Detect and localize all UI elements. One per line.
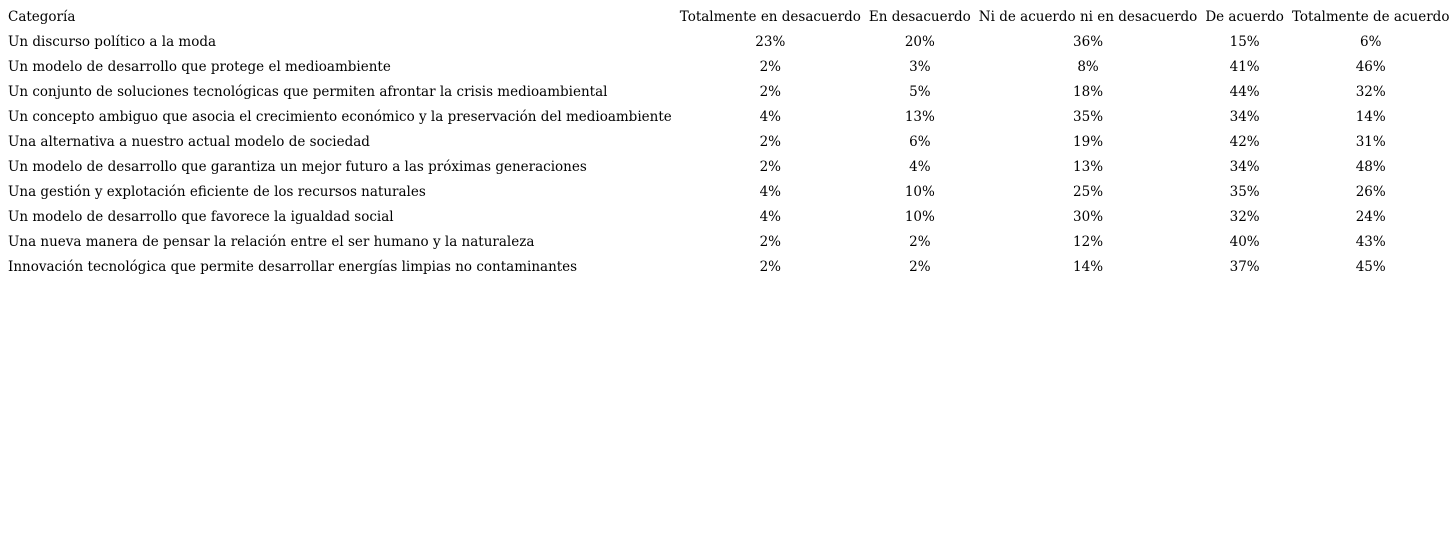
table-row: [4, 205, 1453, 230]
table-row: [4, 180, 1453, 205]
value-cell: 35%: [1073, 109, 1104, 125]
value-cell: 30%: [1073, 209, 1104, 225]
value-cell: 13%: [904, 109, 935, 125]
table-row: [4, 230, 1453, 255]
row-category-label: Un modelo de desarrollo que favorece la igualdad social: [8, 209, 394, 225]
row-category-label: Un modelo de desarrollo que garantiza un mejor futuro a las próximas generaciones: [8, 159, 587, 175]
value-cell: 10%: [904, 184, 935, 200]
header-en-desacuerdo: En desacuerdo: [868, 9, 971, 25]
value-cell: 2%: [759, 259, 782, 275]
header-totalmente-de-acuerdo: Totalmente de acuerdo: [1291, 9, 1450, 25]
value-cell: 14%: [1355, 109, 1386, 125]
row-category-label: Un discurso político a la moda: [8, 34, 217, 50]
value-cell: 14%: [1073, 259, 1104, 275]
value-cell: 25%: [1073, 184, 1104, 200]
table-row: [4, 80, 1453, 105]
value-cell: 20%: [904, 34, 935, 50]
header-ni-de-acuerdo-ni-en-desacuerdo: Ni de acuerdo ni en desacuerdo: [978, 9, 1198, 25]
value-cell: 36%: [1073, 34, 1104, 50]
value-cell: 3%: [909, 59, 931, 75]
value-cell: 2%: [759, 234, 782, 250]
table-row: [4, 255, 1453, 280]
value-cell: 8%: [1077, 59, 1099, 75]
value-cell: 46%: [1355, 59, 1386, 75]
value-cell: 26%: [1355, 184, 1386, 200]
table-row: [4, 30, 1453, 55]
table-body: [4, 30, 1453, 280]
survey-table: [4, 5, 1453, 280]
value-cell: 18%: [1073, 84, 1104, 100]
value-cell: 2%: [759, 134, 782, 150]
value-cell: 32%: [1355, 84, 1386, 100]
value-cell: 6%: [909, 134, 931, 150]
value-cell: 32%: [1229, 209, 1260, 225]
header-totalmente-en-desacuerdo: Totalmente en desacuerdo: [679, 9, 861, 25]
value-cell: 2%: [759, 84, 782, 100]
value-cell: 2%: [759, 159, 782, 175]
value-cell: 4%: [759, 209, 782, 225]
value-cell: 10%: [904, 209, 935, 225]
value-cell: 35%: [1229, 184, 1260, 200]
value-cell: 12%: [1073, 234, 1104, 250]
value-cell: 48%: [1355, 159, 1386, 175]
row-category-label: Una alternativa a nuestro actual modelo de sociedad: [8, 134, 370, 150]
value-cell: 2%: [759, 59, 782, 75]
header-de-acuerdo: De acuerdo: [1205, 9, 1284, 25]
table-row: [4, 130, 1453, 155]
row-category-label: Innovación tecnológica que permite desarrollar energías limpias no contaminantes: [8, 259, 578, 275]
table-row: [4, 105, 1453, 130]
value-cell: 31%: [1355, 134, 1386, 150]
header-category: Categoría: [8, 9, 76, 25]
value-cell: 41%: [1229, 59, 1260, 75]
row-category-label: Un modelo de desarrollo que protege el medioambiente: [8, 59, 391, 75]
table-header: [4, 5, 1453, 30]
table-row: [4, 55, 1453, 80]
value-cell: 34%: [1229, 109, 1260, 125]
value-cell: 40%: [1229, 234, 1260, 250]
value-cell: 15%: [1229, 34, 1260, 50]
value-cell: 43%: [1355, 234, 1386, 250]
value-cell: 2%: [909, 234, 931, 250]
row-category-label: Una gestión y explotación eficiente de los recursos naturales: [8, 184, 426, 200]
value-cell: 37%: [1229, 259, 1260, 275]
value-cell: 24%: [1355, 209, 1386, 225]
value-cell: 2%: [909, 259, 931, 275]
row-category-label: Un conjunto de soluciones tecnológicas que permiten afrontar la crisis medioambiental: [8, 84, 608, 100]
value-cell: 34%: [1229, 159, 1260, 175]
value-cell: 13%: [1073, 159, 1104, 175]
value-cell: 45%: [1355, 259, 1386, 275]
value-cell: 19%: [1073, 134, 1104, 150]
value-cell: 6%: [1359, 34, 1382, 50]
value-cell: 4%: [759, 109, 782, 125]
value-cell: 4%: [909, 159, 931, 175]
value-cell: 5%: [909, 84, 931, 100]
value-cell: 23%: [755, 34, 786, 50]
row-category-label: Una nueva manera de pensar la relación entre el ser humano y la naturaleza: [8, 234, 535, 250]
value-cell: 44%: [1229, 84, 1260, 100]
value-cell: 42%: [1229, 134, 1260, 150]
row-category-label: Un concepto ambiguo que asocia el crecimiento económico y la preservación del medioambiente: [8, 109, 672, 125]
header-row: [4, 5, 1453, 30]
value-cell: 4%: [759, 184, 782, 200]
table-row: [4, 155, 1453, 180]
